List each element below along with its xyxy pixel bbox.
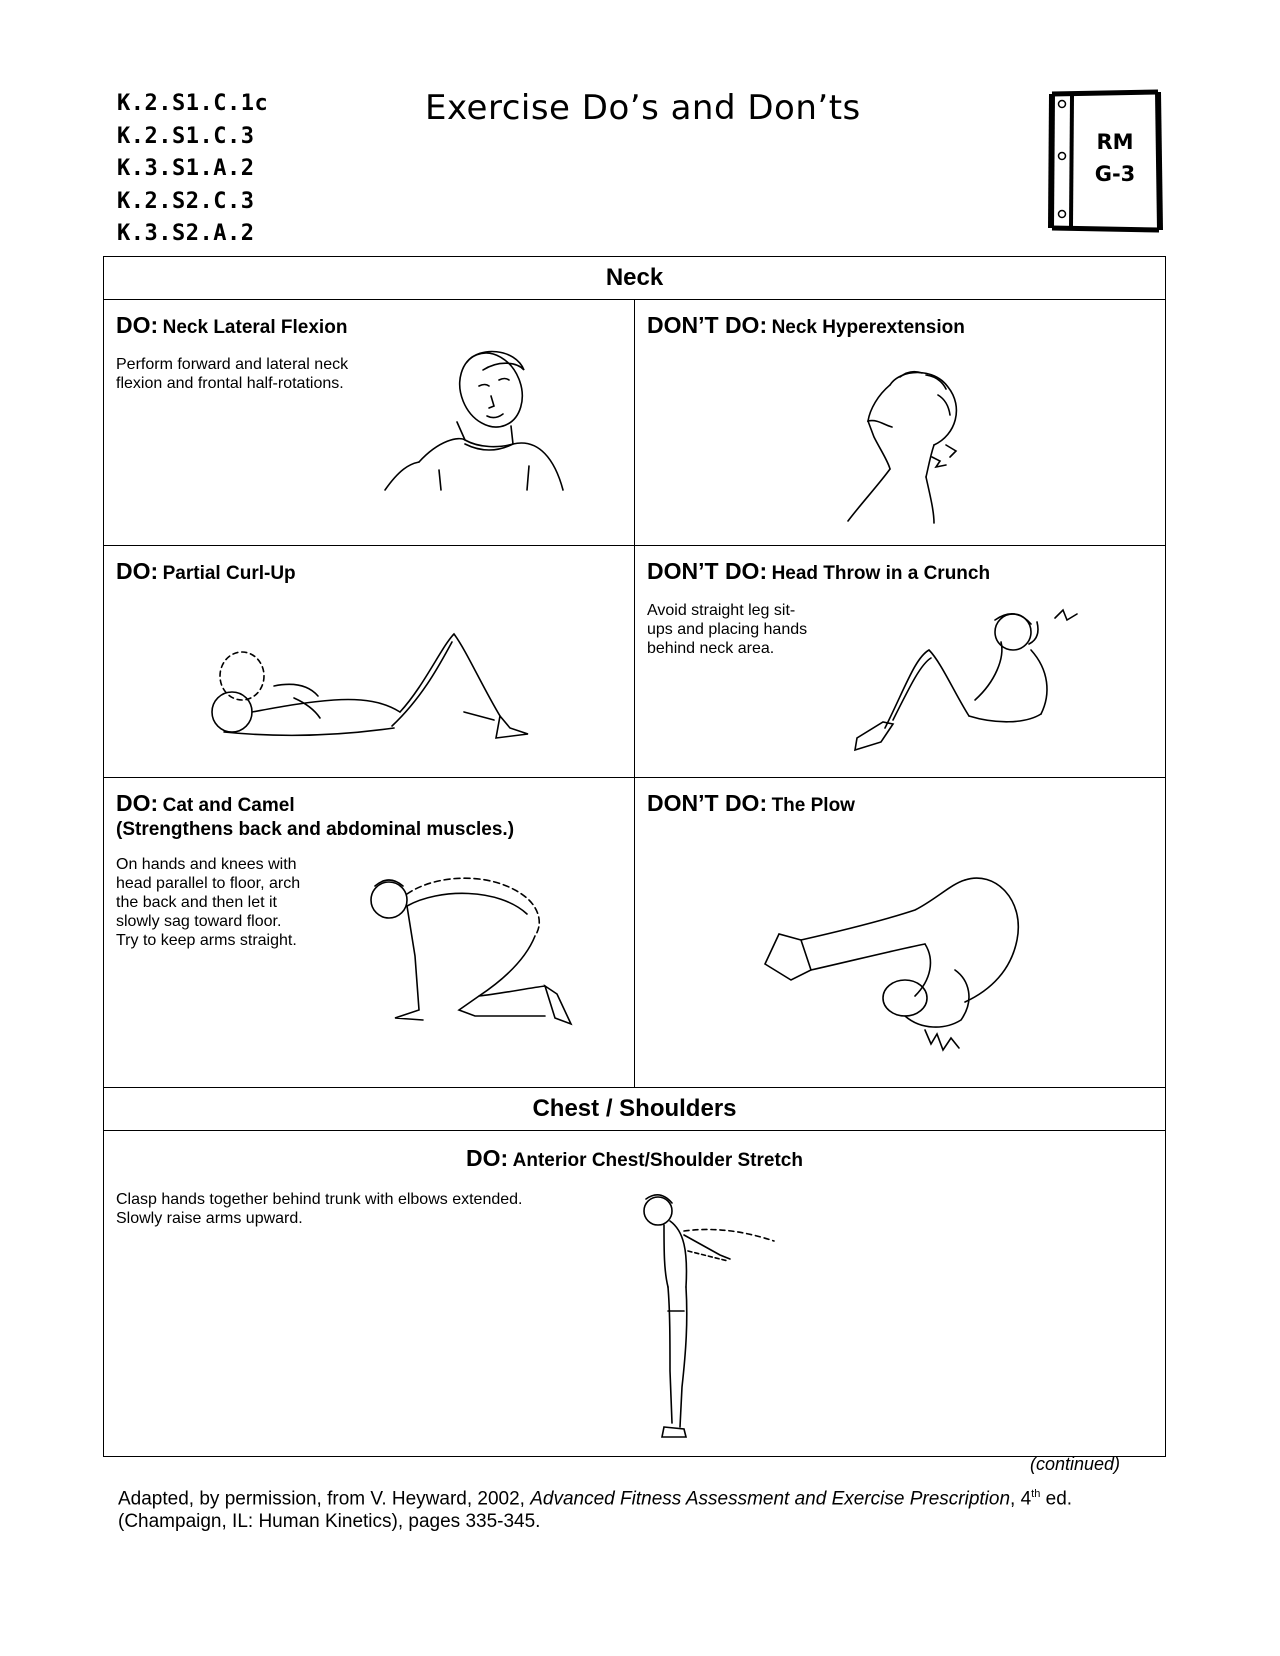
exercise-description: Perform forward and lateral neck flexion and frontal half-rotations. [116, 356, 349, 392]
exercise-description: Avoid straight leg sit- ups and placing hands behind neck area. [647, 602, 808, 657]
dont-neck-hyperextension-cell [635, 300, 1166, 546]
standard-code: K.2.S1.C.3 [117, 123, 255, 149]
citation-book-title: Advanced Fitness Assessment and Exercise Prescription [530, 1488, 1011, 1510]
neck-hyperextension-illustration [830, 365, 970, 525]
do-partial-curl-up-cell [104, 546, 635, 778]
exercise-title: DON’T DO: Neck Hyperextension [647, 312, 965, 338]
exercise-table [103, 256, 1166, 1457]
binder-label: RM G-3 [1094, 130, 1136, 186]
do-cat-and-camel-cell [104, 778, 635, 1088]
exercise-title: DON’T DO: Head Throw in a Crunch [647, 558, 991, 584]
page-title: Exercise Do’s and Don’ts [425, 88, 861, 128]
citation-line-1: Adapted, by permission, from V. Heyward, 2002, Advanced Fitness Assessment and Exercise Prescription, 4th ed. [118, 1488, 1073, 1510]
continued-note: (continued) [1030, 1454, 1121, 1474]
cat-and-camel-illustration [359, 866, 589, 1046]
standard-code: K.3.S1.A.2 [117, 156, 255, 181]
citation-line-2: (Champaign, IL: Human Kinetics), pages 335-345. [118, 1511, 541, 1533]
partial-curl-up-illustration [204, 616, 534, 756]
exercise-title: DON’T DO: The Plow [647, 790, 855, 816]
exercise-title: DO: Anterior Chest/Shoulder Stretch [466, 1145, 803, 1171]
the-plow-illustration [755, 870, 1045, 1070]
neck-lateral-flexion-illustration [379, 340, 569, 500]
standard-code: K.2.S2.C.3 [117, 188, 255, 214]
exercise-description: On hands and knees with head parallel to floor, arch the back and then let it slowly sag toward floor. Try to keep arms straight. [116, 856, 301, 949]
exercise-title: DO: Neck Lateral Flexion [116, 312, 348, 338]
section-header-chest-shoulders: Chest / Shoulders [104, 1088, 1166, 1131]
dont-head-throw-crunch-cell [635, 546, 1166, 778]
exercise-title: DO: Partial Curl-Up [116, 558, 296, 584]
do-anterior-chest-shoulder-stretch-cell [104, 1131, 1166, 1457]
citation [118, 1483, 1178, 1533]
do-neck-lateral-flexion-cell [104, 300, 635, 546]
exercise-description: Clasp hands together behind trunk with elbows extended. Slowly raise arms upward. [116, 1191, 523, 1227]
head-throw-crunch-illustration [845, 598, 1085, 768]
standard-code: K.3.S2.A.2 [117, 221, 255, 246]
exercise-title: DO: Cat and Camel [116, 790, 295, 816]
standards-codes [117, 88, 268, 251]
dont-the-plow-cell [635, 778, 1166, 1088]
standard-code: K.2.S1.C.1c [117, 91, 269, 116]
chest-shoulder-stretch-illustration [634, 1191, 784, 1447]
exercise-subtitle: (Strengthens back and abdominal muscles.) [116, 819, 515, 840]
section-header-neck: Neck [104, 257, 1166, 300]
